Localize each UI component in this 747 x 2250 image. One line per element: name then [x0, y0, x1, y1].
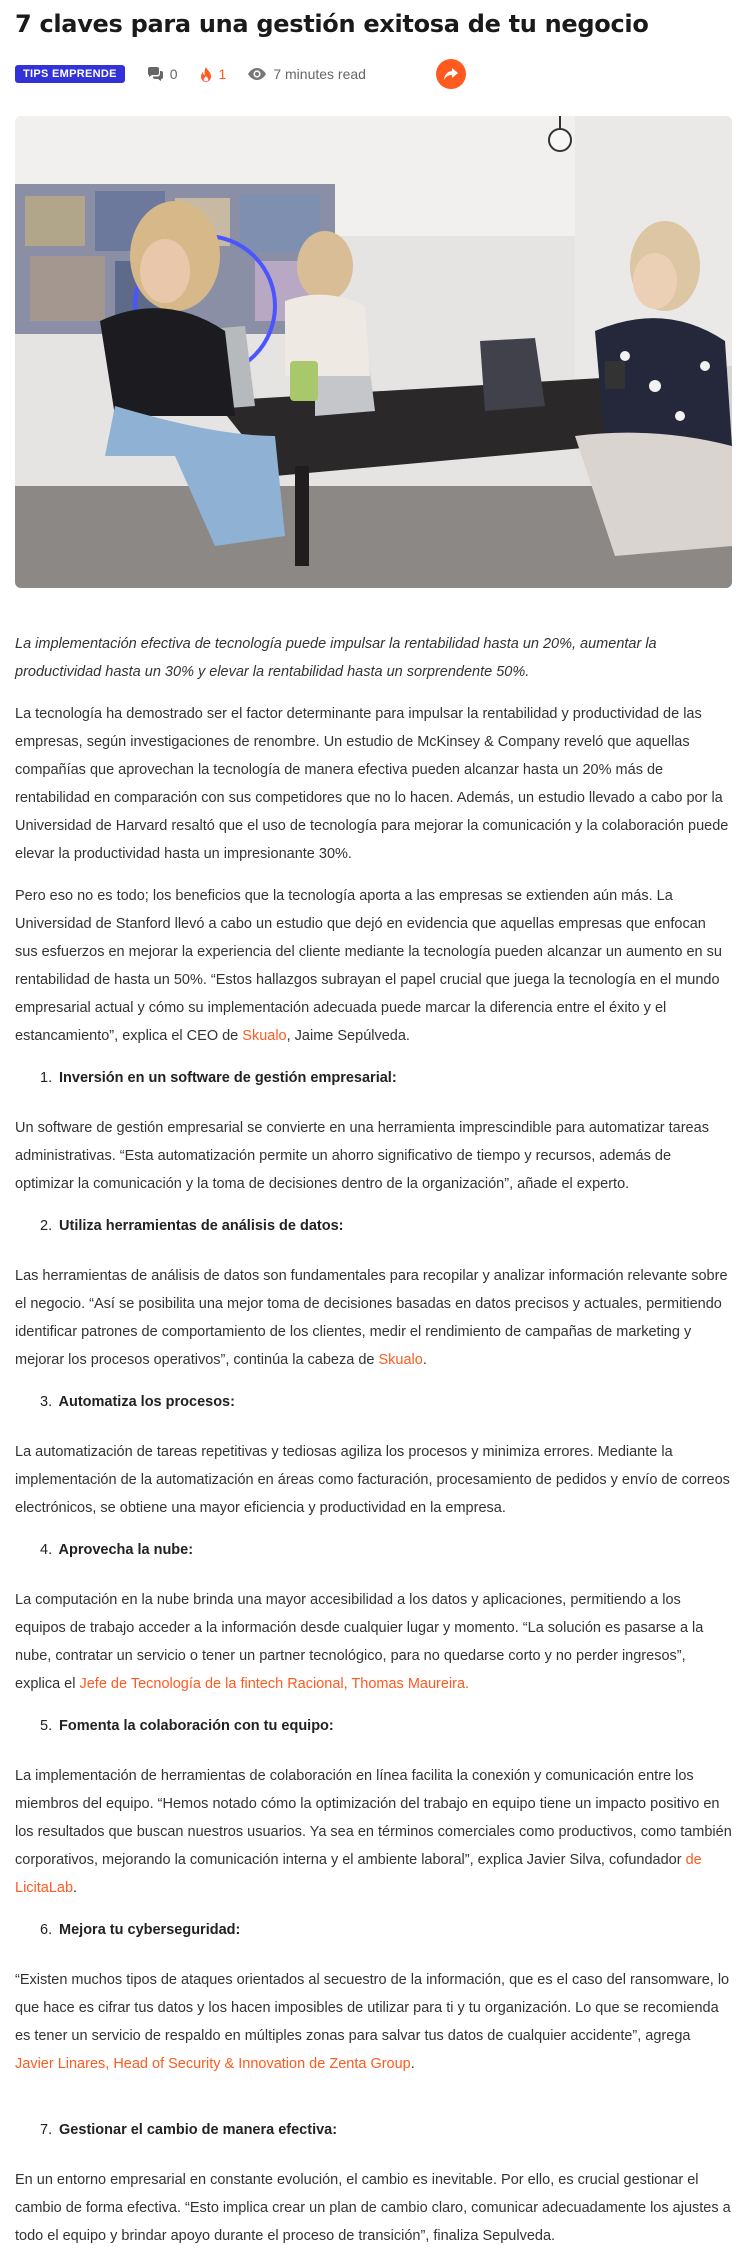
licitalab-link[interactable]: de LicitaLab	[15, 1852, 702, 1896]
comments-count[interactable]	[147, 66, 178, 82]
share-icon	[444, 68, 458, 80]
hot-value: 1	[218, 66, 227, 82]
read-time	[248, 66, 366, 82]
paragraph-2: Pero eso no es todo; los beneficios que la tecnología aporta a las empresas se extienden aún más. La Universidad de Stanford llevó a cabo un estudio que dejó en evidencia que aquellas empresas que enfocan sus esfuerzos en mejorar la experiencia del cliente mediante la tecnología pueden alcanzar un aumento en su rentabilidad de hasta un 50%. “Estos hallazgos subrayan el papel crucial que juega la tecnología en el mundo empresarial actual y cómo su implementación adecuada puede marcar la diferencia entre el éxito y el estancamiento”, explica el CEO de Skualo, Jaime Sepúlveda.	[15, 888, 722, 1044]
share-button[interactable]	[436, 59, 466, 89]
read-time-value: 7 minutes read	[273, 66, 366, 82]
section-3-heading: 3. Automatiza los procesos:	[40, 1394, 235, 1410]
section-1-text: Un software de gestión empresarial se convierte en una herramienta imprescindible para automatizar tareas administrativas. “Esta automatización permite un ahorro significativo de tiempo y recursos, además de optimizar la comunicación y la toma de decisiones dentro de la organización”, añade el experto.	[15, 1120, 709, 1192]
skualo-link-2[interactable]: Skualo	[378, 1352, 423, 1368]
skualo-link[interactable]: Skualo	[242, 1028, 287, 1044]
hero-image	[15, 116, 732, 588]
zenta-link[interactable]: Javier Linares, Head of Security & Innovation de Zenta Group	[15, 2056, 411, 2072]
section-5-text: La implementación de herramientas de colaboración en línea facilita la conexión y comunicación entre los miembros del equipo. “Hemos notado cómo la optimización del trabajo en equipo tiene un impacto positivo en los resultados que buscan nuestros usuarios. Ya sea en términos comerciales como productivos, como también corporativos, mejorando la comunicación interna y el ambiente laboral”, explica Javier Silva, cofundador de LicitaLab.	[15, 1768, 732, 1896]
section-6-text: “Existen muchos tipos de ataques orientados al secuestro de la información, que es el caso del ransomware, lo que hace es cifrar tus datos y los hacen imposibles de utilizar para ti y tu organización. Lo que se recomienda es tener un servicio de respaldo en múltiples zonas para salvar tus datos de cualquier accidente”, agrega Javier Linares, Head of Security & Innovation de Zenta Group.	[15, 1972, 730, 2072]
comments-icon	[147, 67, 163, 81]
section-2-heading: 2. Utiliza herramientas de análisis de datos:	[40, 1218, 344, 1234]
section-3-text: La automatización de tareas repetitivas y tediosas agiliza los procesos y minimiza errores. Mediante la implementación de la automatización en áreas como facturación, procesamiento de pedidos y envío de correos electrónicos, se obtiene una mayor eficiencia y productividad en la empresa.	[15, 1444, 730, 1516]
section-5-heading: 5. Fomenta la colaboración con tu equipo:	[40, 1718, 334, 1734]
paragraph-1: La tecnología ha demostrado ser el factor determinante para impulsar la rentabilidad y productividad de las empresas, según investigaciones de renombre. Un estudio de McKinsey & Company reveló que aquellas compañías que aprovechan la tecnología de manera efectiva pueden alcanzar hasta un 20% más de rentabilidad en comparación con sus competidores que no lo hacen. Además, un estudio llevado a cabo por la Universidad de Harvard resaltó que el uso de tecnología para mejorar la comunicación y la colaboración puede elevar la productividad hasta un impresionante 30%.	[15, 706, 729, 862]
hot-count	[200, 66, 227, 82]
racional-link[interactable]: Jefe de Tecnología de la fintech Racional, Thomas Maureira.	[79, 1676, 470, 1692]
article-meta	[15, 54, 732, 94]
eye-icon	[248, 68, 266, 80]
section-7-heading: 7. Gestionar el cambio de manera efectiva:	[40, 2122, 338, 2138]
fire-icon	[200, 67, 212, 82]
section-1-heading: 1. Inversión en un software de gestión empresarial:	[40, 1070, 397, 1086]
section-7-text: En un entorno empresarial en constante evolución, el cambio es inevitable. Por ello, es crucial gestionar el cambio de forma efectiva. “Esto implica crear un plan de cambio claro, comunicar adecuadamente los ajustes a todo el equipo y brindar apoyo durante el proceso de transición”, finaliza Sepulveda.	[15, 2172, 731, 2244]
section-2-text: Las herramientas de análisis de datos son fundamentales para recopilar y analizar información relevante sobre el negocio. “Así se posibilita una mejor toma de decisiones basadas en datos precisos y actuales, permitiendo identificar patrones de comportamiento de los clientes, medir el rendimiento de campañas de marketing y mejorar los procesos operativos”, continúa la cabeza de Skualo.	[15, 1268, 728, 1368]
section-6-heading: 6. Mejora tu cyberseguridad:	[40, 1922, 241, 1938]
section-4-heading: 4. Aprovecha la nube:	[40, 1542, 194, 1558]
section-4-text: La computación en la nube brinda una mayor accesibilidad a los datos y aplicaciones, permitiendo a los equipos de trabajo acceder a la información desde cualquier lugar y momento. “La solución es pasarse a la nube, contratar un servicio o tener un partner tecnológico, para no quedarse corto y no perder ingresos”, explica el Jefe de Tecnología de la fintech Racional, Thomas Maureira.	[15, 1592, 704, 1692]
category-badge[interactable]: TIPS EMPRENDE	[15, 65, 125, 83]
comments-value: 0	[169, 66, 178, 82]
article	[0, 8, 747, 2250]
article-title: 7 claves para una gestión exitosa de tu negocio	[15, 10, 649, 38]
article-lead: La implementación efectiva de tecnología puede impulsar la rentabilidad hasta un 20%, aumentar la productividad hasta un 30% y elevar la rentabilidad hasta un sorprendente 50%.	[15, 636, 657, 680]
